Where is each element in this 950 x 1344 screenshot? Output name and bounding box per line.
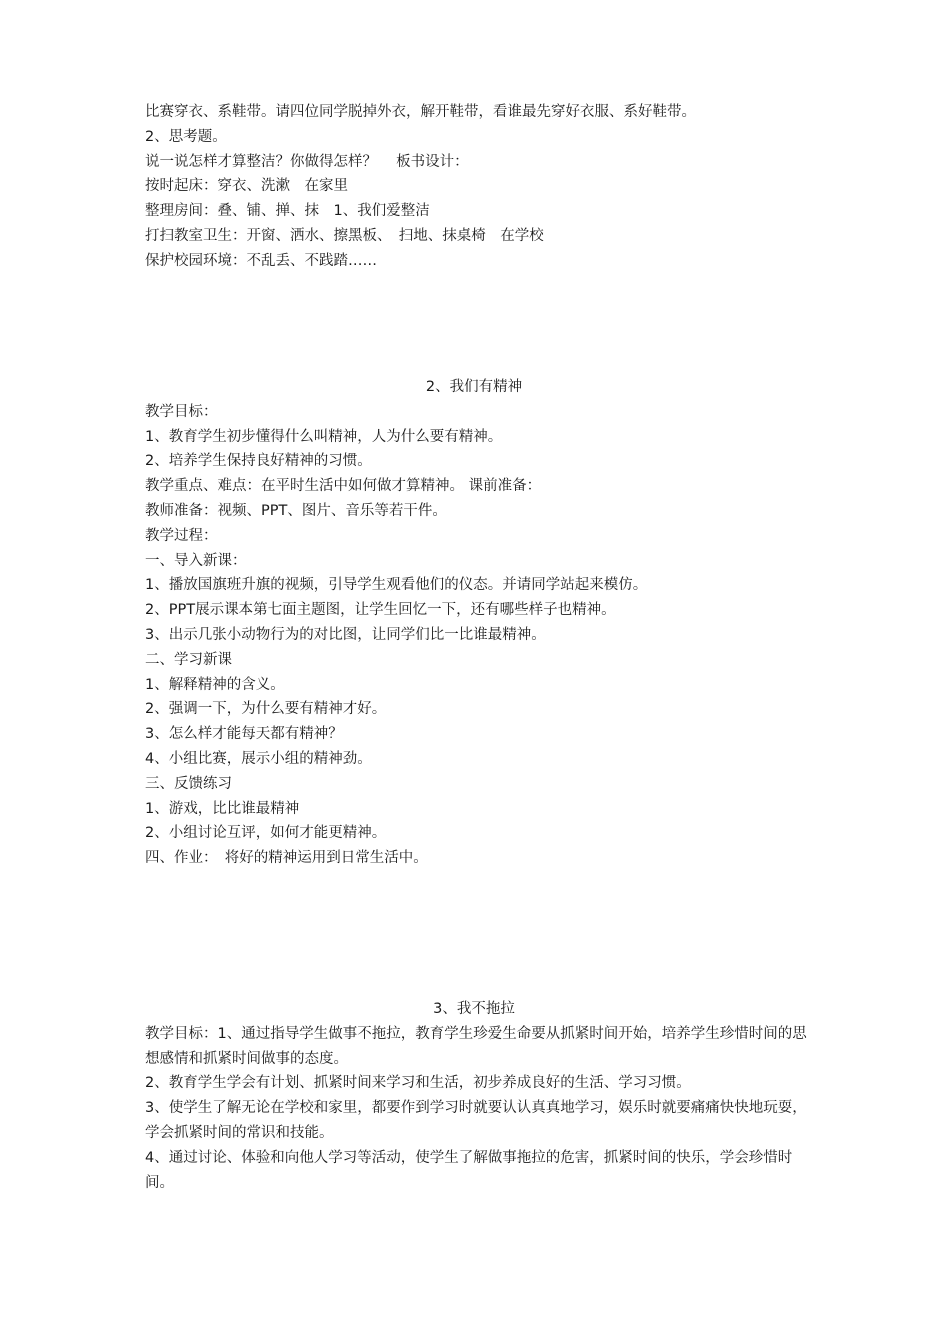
text-line: 教师准备：视频、PPT、图片、音乐等若干件。 [145, 502, 447, 519]
text-paragraph: 教学目标：1、通过指导学生做事不拖拉，教育学生珍爱生命要从抓紧时间开始，培养学生珍惜时间的思想感情和抓紧时间做事的态度。 [145, 1025, 807, 1067]
text-line: 2、PPT展示课本第七面主题图，让学生回忆一下，还有哪些样子也精神。 [145, 602, 616, 619]
text-line: 教学目标： [145, 403, 218, 420]
text-line: 按时起床：穿衣、洗漱 在家里 [145, 178, 348, 195]
text-line: 3、怎么样才能每天都有精神？ [145, 726, 343, 743]
text-line: 2、培养学生保持良好精神的习惯。 [145, 453, 372, 470]
text-line: 整理房间：叠、铺、掸、抹 1、我们爱整洁 [145, 203, 430, 220]
text-line: 2、思考题。 [145, 128, 227, 145]
text-line: 2、强调一下，为什么要有精神才好。 [145, 701, 387, 718]
text-line: 4、小组比赛，展示小组的精神劲。 [145, 750, 372, 767]
text-line: 1、游戏，比比谁最精神 [145, 800, 300, 817]
text-paragraph: 4、通过讨论、体验和向他人学习等活动，使学生了解做事拖拉的危害，抓紧时间的快乐，学会珍惜时间。 [145, 1149, 793, 1191]
text-line: 1、播放国旗班升旗的视频，引导学生观看他们的仪态。并请同学站起来模仿。 [145, 577, 648, 594]
section-title: 2、我们有精神 [425, 379, 523, 395]
text-paragraph: 2、教育学生学会有计划、抓紧时间来学习和生活，初步养成良好的生活、学习习惯。 [145, 1075, 691, 1092]
text-line: 保护校园环境：不乱丢、不践踏…… [145, 252, 377, 269]
text-line: 二、学习新课 [145, 651, 232, 668]
section-lesson-3 [145, 997, 815, 1195]
text-line: 打扫教室卫生：开窗、洒水、擦黑板、 扫地、抹桌椅 在学校 [145, 227, 544, 244]
text-line: 教学重点、难点：在平时生活中如何做才算精神。 课前准备： [145, 478, 542, 495]
text-line: 1、解释精神的含义。 [145, 676, 285, 693]
text-line: 说一说怎样才算整洁？你做得怎样？ 板书设计： [145, 153, 469, 170]
text-line: 2、小组讨论互评，如何才能更精神。 [145, 825, 387, 842]
text-line: 3、出示几张小动物行为的对比图，让同学们比一比谁最精神。 [145, 626, 546, 643]
section-lesson-2 [145, 375, 815, 871]
text-line: 1、教育学生初步懂得什么叫精神，人为什么要有精神。 [145, 428, 503, 445]
text-line: 比赛穿衣、系鞋带。请四位同学脱掉外衣，解开鞋带，看谁最先穿好衣服、系好鞋带。 [145, 104, 696, 120]
section-title: 3、我不拖拉 [433, 1001, 515, 1017]
section-board-design [145, 100, 815, 274]
text-line: 三、反馈练习 [145, 775, 232, 792]
text-line: 一、导入新课： [145, 552, 247, 569]
text-paragraph: 3、使学生了解无论在学校和家里，都要作到学习时就要认认真真地学习，娱乐时就要痛痛快快地玩耍，学会抓紧时间的常识和技能。 [145, 1100, 807, 1141]
text-line: 教学过程： [145, 527, 218, 544]
text-line: 四、作业： 将好的精神运用到日常生活中。 [145, 850, 428, 867]
